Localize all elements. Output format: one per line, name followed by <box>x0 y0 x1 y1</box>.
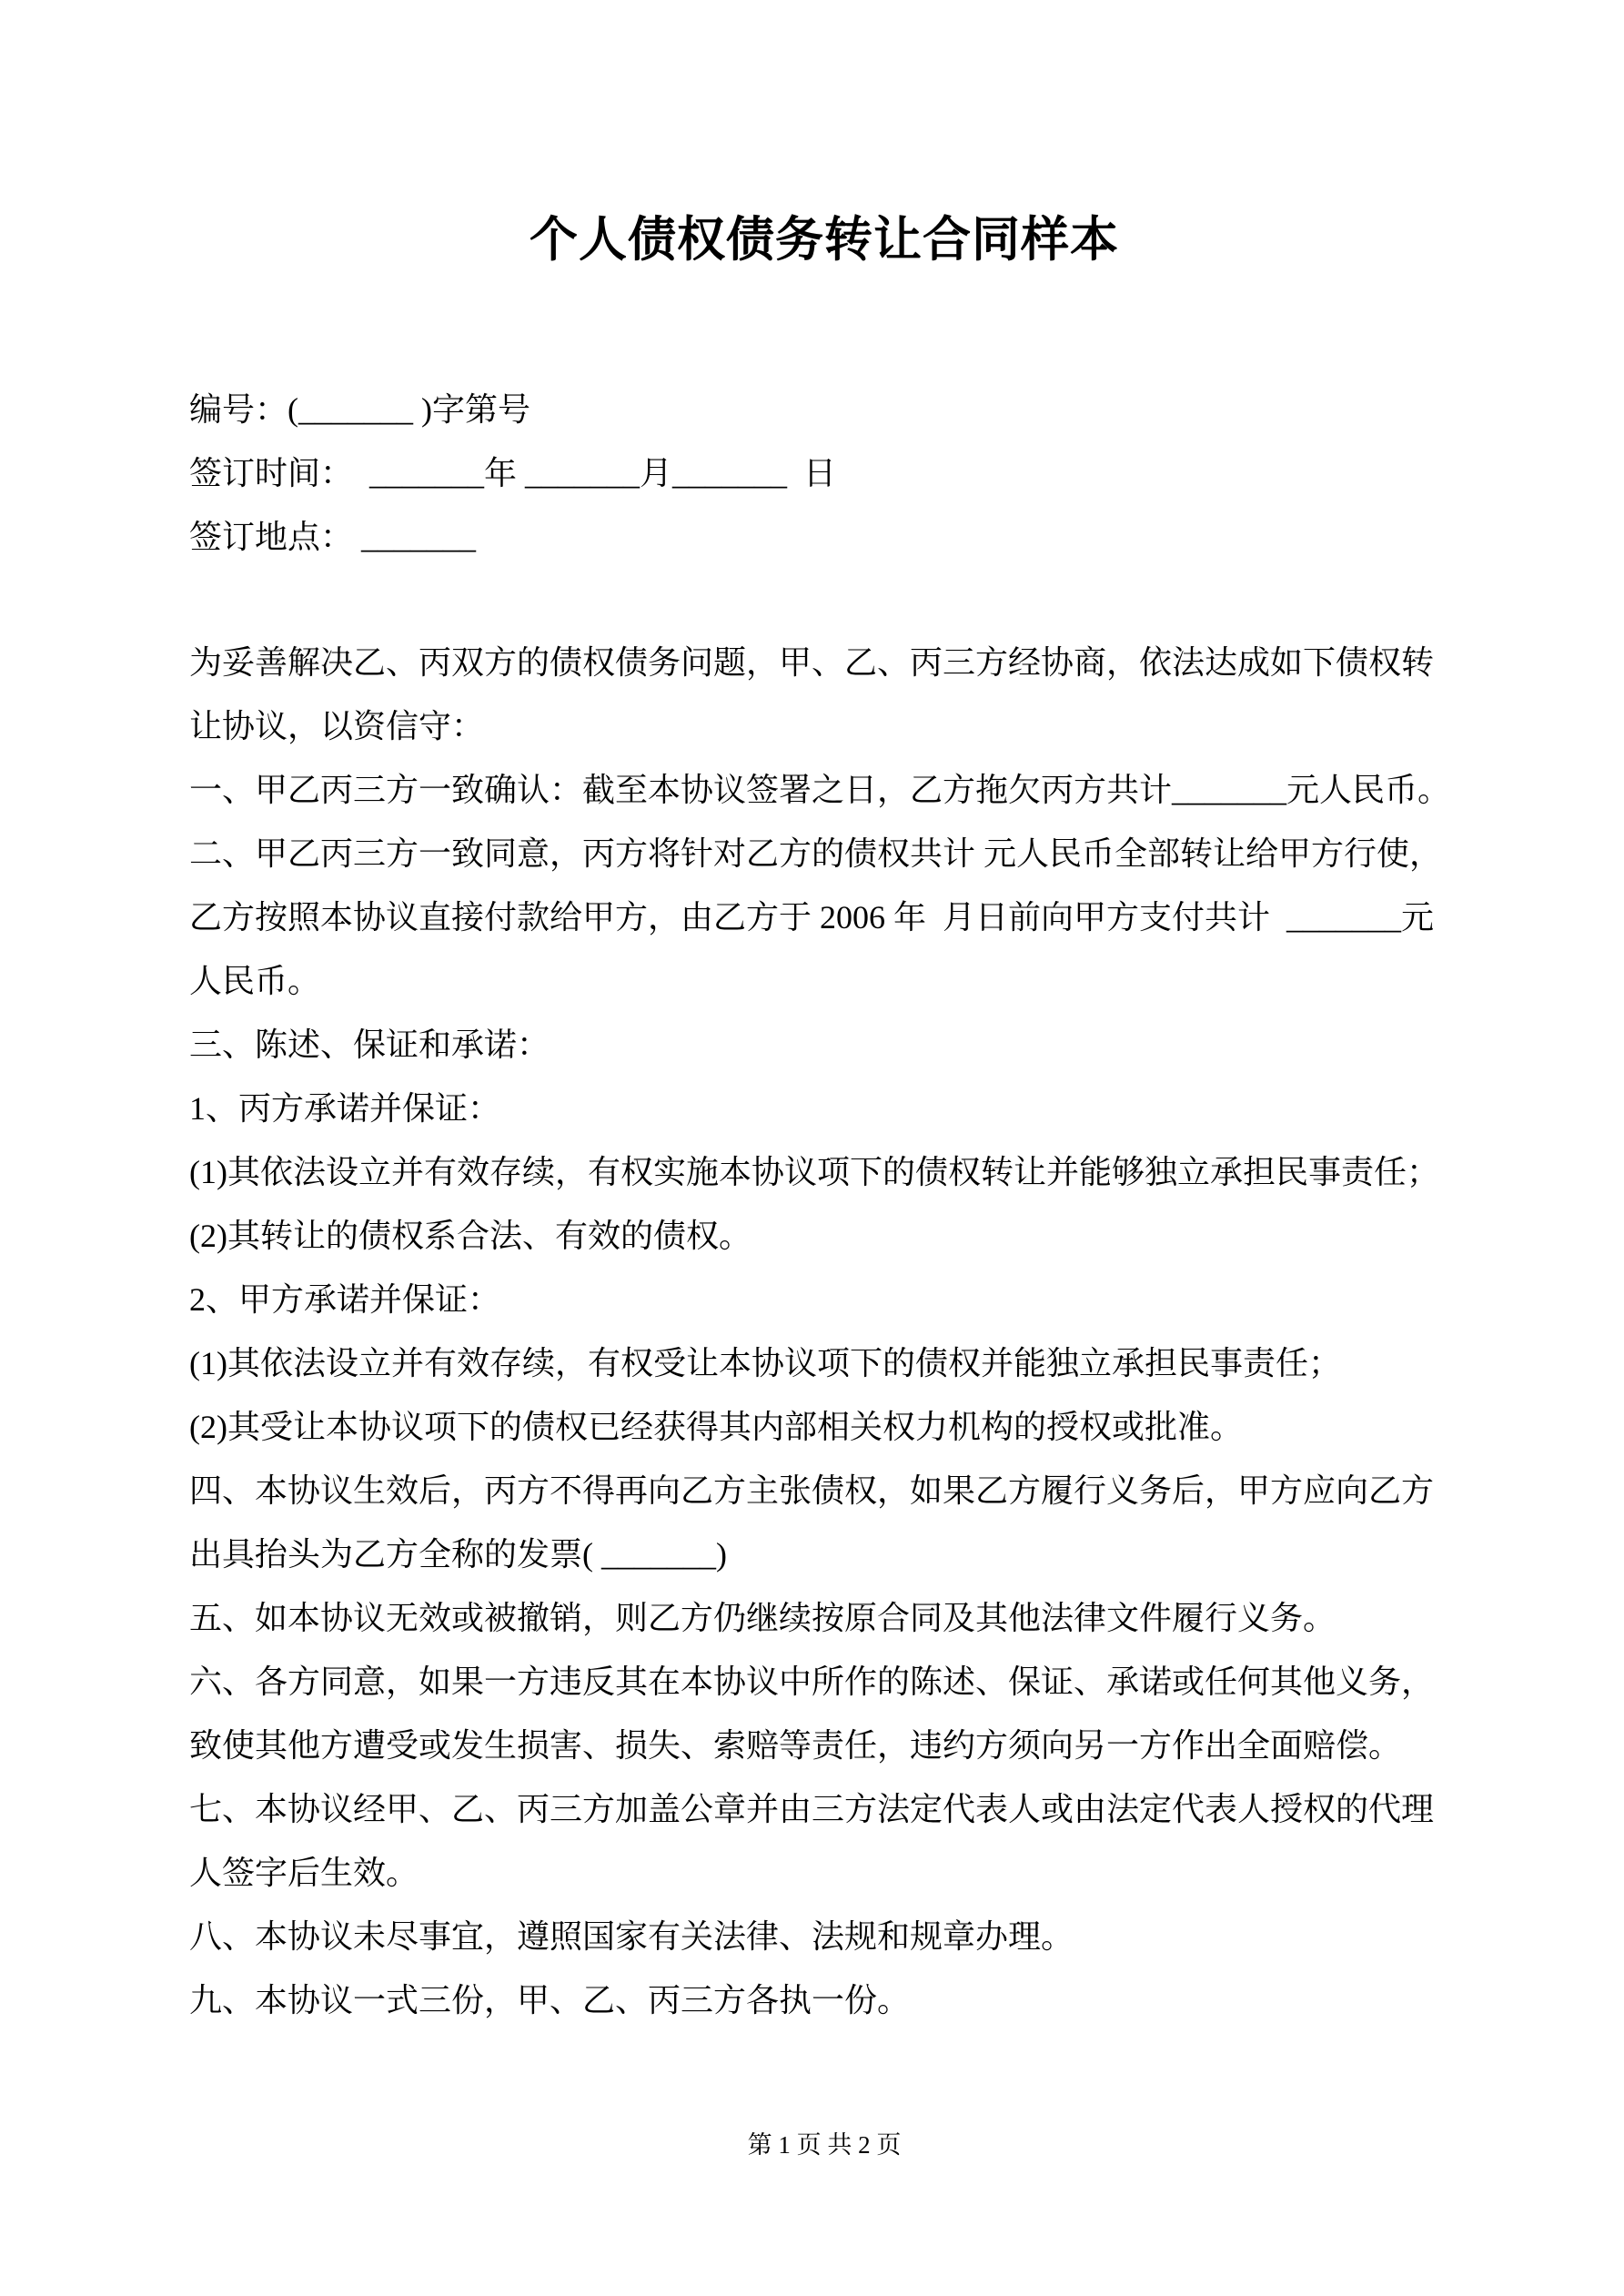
meta-line-sign-place: 签订地点： _______ <box>189 519 477 555</box>
body-line-clause-3-1: 1、丙方承诺并保证： <box>189 1090 501 1127</box>
body-line-clause-2c: 人民币。 <box>189 963 321 999</box>
document-body <box>189 631 1459 2032</box>
meta-line-sign-time: 签订时间： _______年 _______月_______ 日 <box>189 455 837 491</box>
body-line-clause-6a: 六、各方同意，如果一方违反其在本协议中所作的陈述、保证、承诺或任何其他义务， <box>189 1664 1435 1700</box>
body-line-clause-3: 三、陈述、保证和承诺： <box>189 1027 550 1063</box>
body-line-clause-4b: 出具抬头为乙方全称的发票( _______) <box>189 1536 727 1573</box>
body-line-clause-2b: 乙方按照本协议直接付款给甲方，由乙方于 2006 年 月日前向甲方支付共计 _______元 <box>189 899 1435 936</box>
body-line-clause-7a: 七、本协议经甲、乙、丙三方加盖公章并由三方法定代表人或由法定代表人授权的代理 <box>189 1791 1435 1827</box>
body-line-clause-2a: 二、甲乙丙三方一致同意，丙方将针对乙方的债权共计 元人民币全部转让给甲方行使， <box>189 835 1443 872</box>
document-title: 个人债权债务转让合同样本 <box>530 214 1119 267</box>
body-line-clause-3-1a: (1)其依法设立并有效存续，有权实施本协议项下的债权转让并能够独立承担民事责任； <box>189 1154 1439 1190</box>
body-line-preamble-2: 让协议，以资信守： <box>189 708 485 744</box>
body-line-clause-6b: 致使其他方遭受或发生损害、损失、索赔等责任，违约方须向另一方作出全面赔偿。 <box>189 1727 1402 1764</box>
body-line-clause-3-2a: (1)其依法设立并有效存续，有权受让本协议项下的债权并能独立承担民事责任； <box>189 1345 1341 1381</box>
body-line-clause-8: 八、本协议未尽事宜，遵照国家有关法律、法规和规章办理。 <box>189 1918 1074 1955</box>
page-number-footer: 第 1 页 共 2 页 <box>747 2131 902 2159</box>
body-line-clause-9: 九、本协议一式三份，甲、乙、丙三方各执一份。 <box>189 1982 911 2018</box>
body-line-clause-3-2: 2、甲方承诺并保证： <box>189 1281 501 1318</box>
body-line-clause-7b: 人签字后生效。 <box>189 1855 419 1891</box>
body-line-clause-1: 一、甲乙丙三方一致确认：截至本协议签署之日，乙方拖欠丙方共计_______元人民币。 <box>189 772 1451 808</box>
body-line-clause-5: 五、如本协议无效或被撤销，则乙方仍继续按原合同及其他法律文件履行义务。 <box>189 1600 1337 1636</box>
body-line-preamble-1: 为妥善解决乙、丙双方的债权债务问题，甲、乙、丙三方经协商，依法达成如下债权转 <box>189 644 1435 681</box>
meta-line-number: 编号：(_______ )字第号 <box>189 391 530 428</box>
body-line-clause-3-2b: (2)其受让本协议项下的债权已经获得其内部相关权力机构的授权或批准。 <box>189 1409 1243 1445</box>
body-line-clause-4a: 四、本协议生效后，丙方不得再向乙方主张债权，如果乙方履行义务后，甲方应向乙方 <box>189 1472 1435 1509</box>
body-line-clause-3-1b: (2)其转让的债权系合法、有效的债权。 <box>189 1218 751 1254</box>
